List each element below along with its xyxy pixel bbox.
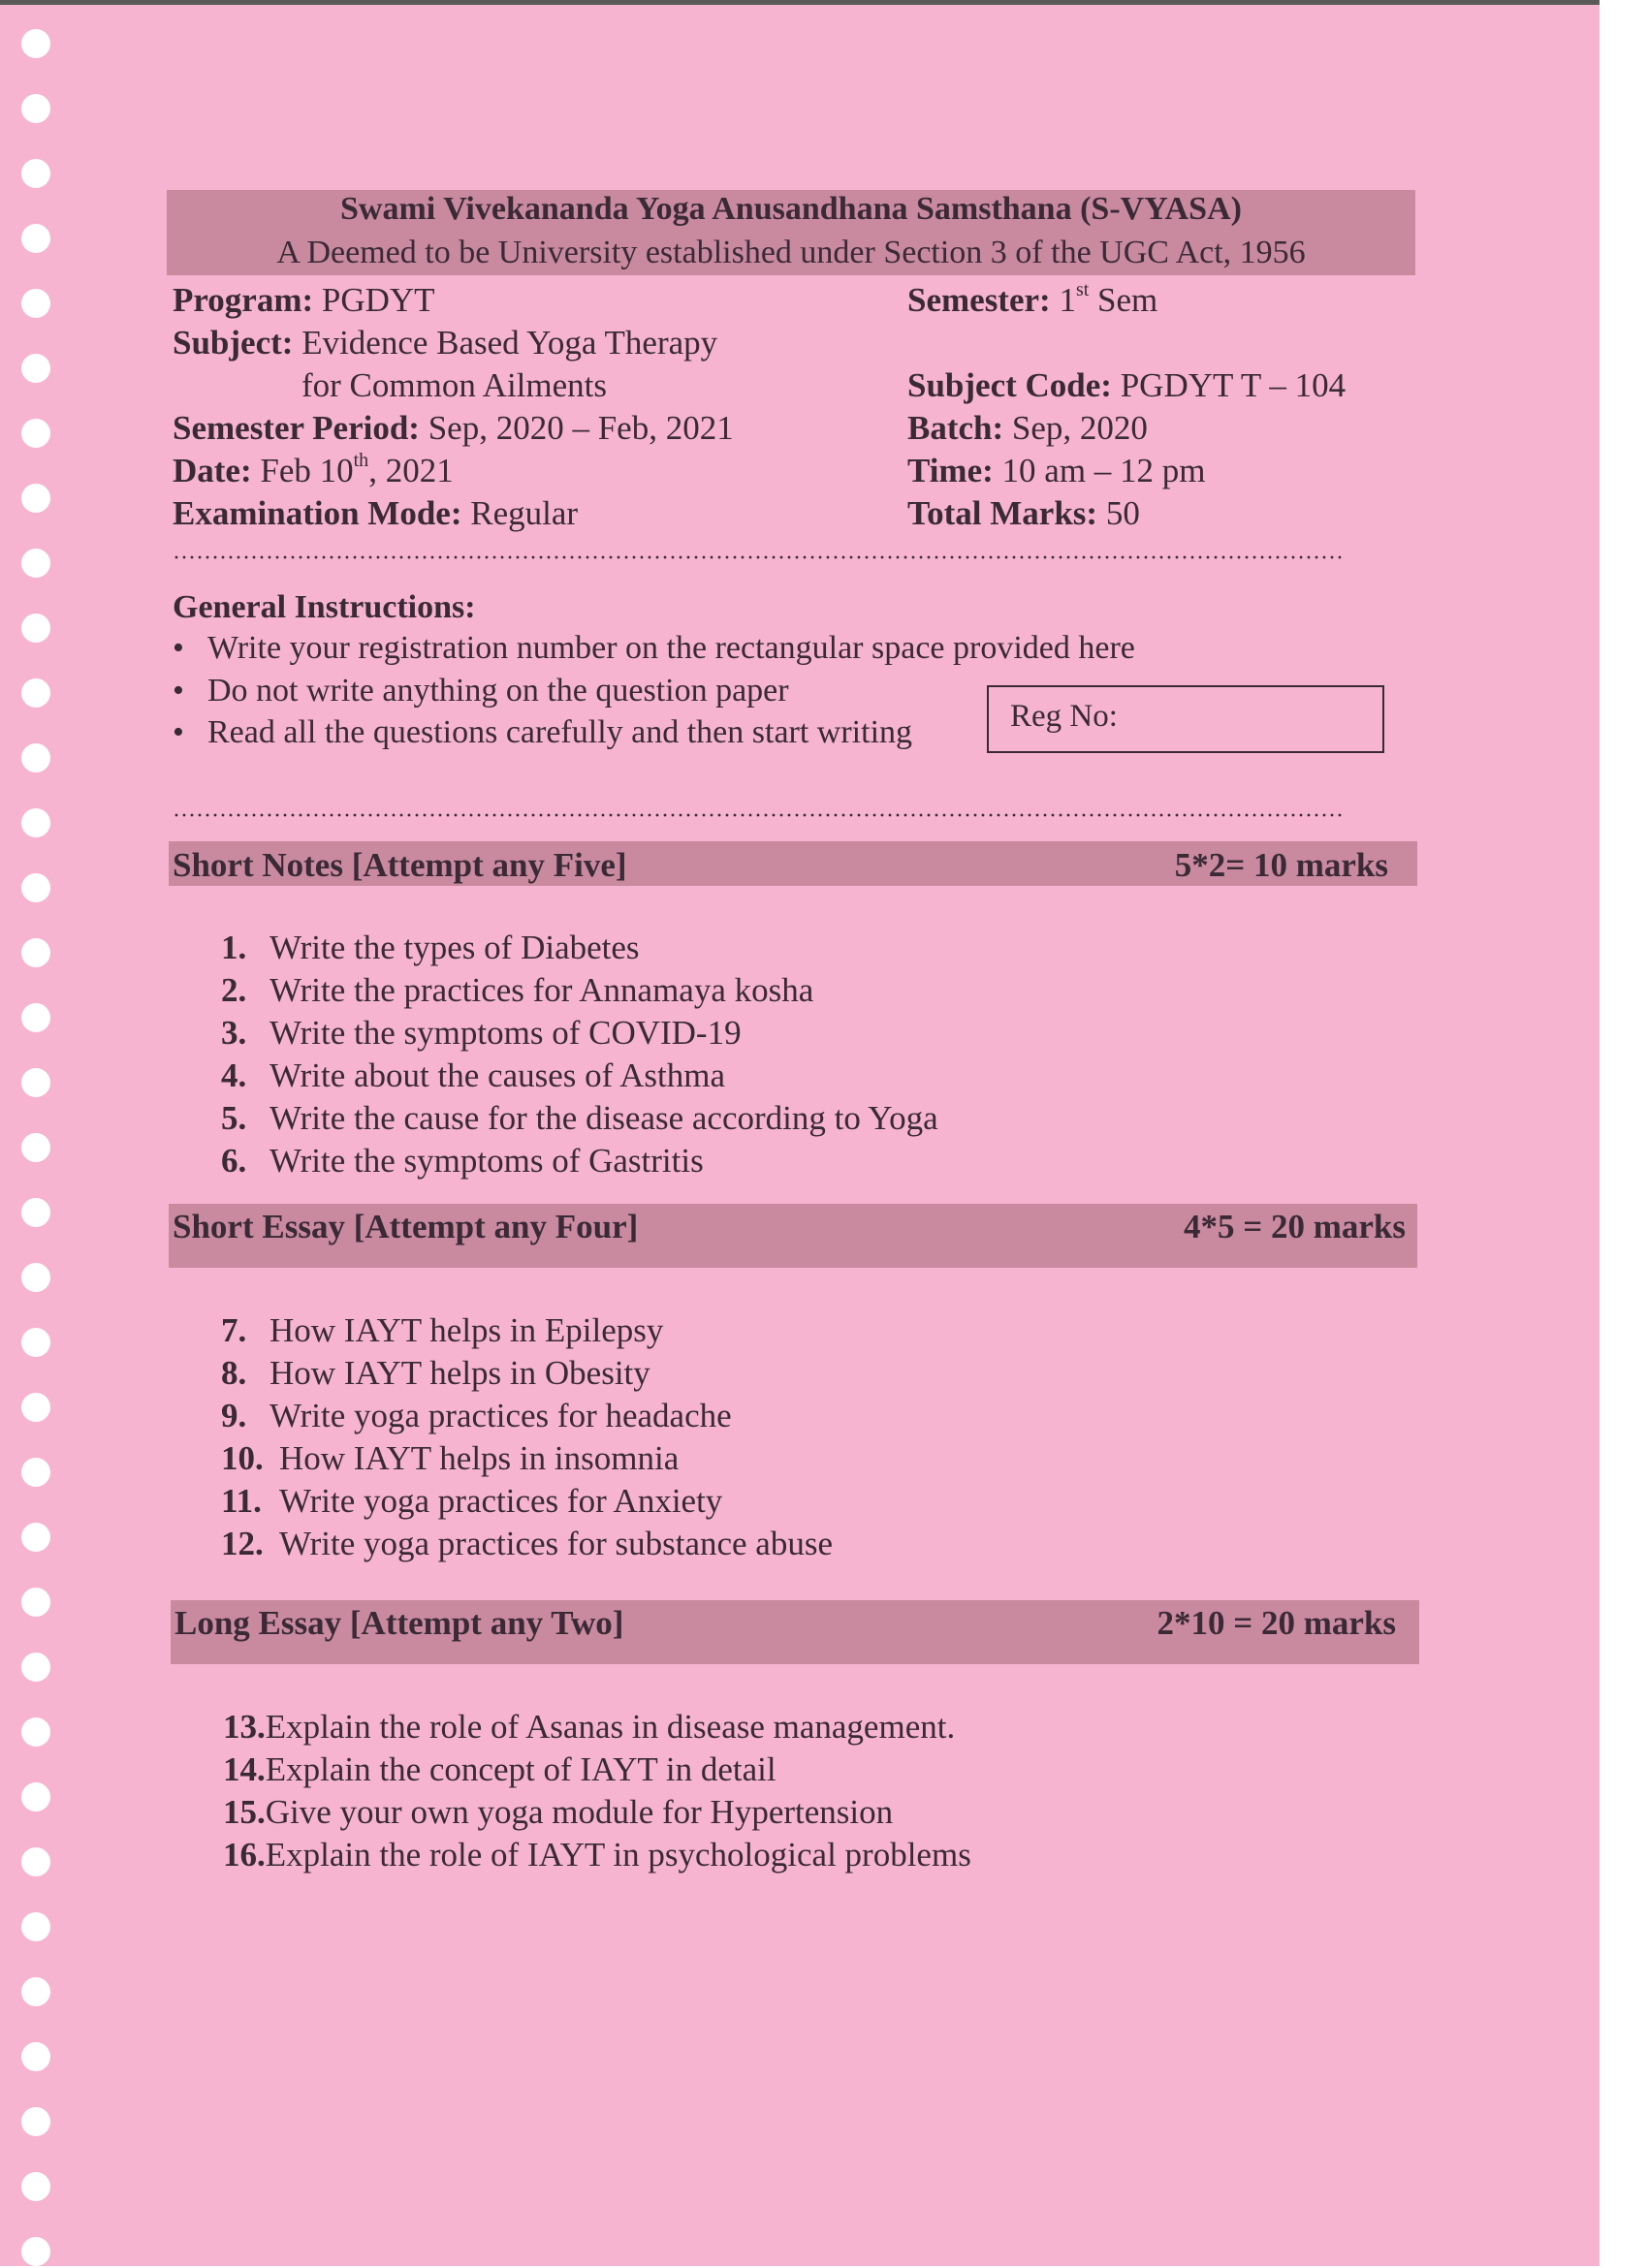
section-marks: 4*5 = 20 marks (1184, 1208, 1406, 1245)
section-title: Long Essay [Attempt any Two] (174, 1604, 624, 1642)
binder-hole (21, 1912, 50, 1941)
binder-hole (21, 1653, 50, 1682)
batch-value: Sep, 2020 (1011, 409, 1148, 447)
question-item (223, 1793, 893, 1832)
question-text: How IAYT helps in insomnia (279, 1439, 680, 1477)
bullet-icon: • (173, 673, 184, 709)
binder-hole (21, 743, 50, 772)
binder-hole (21, 614, 50, 643)
semester-period-field (173, 407, 734, 450)
subject-field (173, 322, 717, 364)
question-item (221, 1099, 938, 1138)
instruction-item (173, 714, 912, 751)
instruction-text: Write your registration number on the rectangular space provided here (207, 630, 1135, 666)
binder-hole (21, 419, 50, 448)
semester-period-label: Semester Period: (173, 409, 420, 447)
question-number: 1. (221, 929, 247, 966)
time-field (907, 450, 1206, 492)
question-number: 2. (221, 971, 247, 1009)
question-text: How IAYT helps in Obesity (269, 1354, 650, 1392)
binder-hole (21, 289, 50, 318)
question-item (221, 1397, 732, 1435)
binder-hole (21, 354, 50, 383)
question-item (221, 1482, 722, 1521)
instruction-item (173, 673, 789, 709)
institution-subtitle: A Deemed to be University established under Section 3 of the UGC Act, 1956 (276, 235, 1306, 270)
instruction-text: Read all the questions carefully and then start writing (207, 714, 913, 750)
binder-holes (21, 29, 56, 2268)
question-item (223, 1836, 971, 1874)
question-number: 8. (221, 1354, 247, 1392)
question-number: 13. (223, 1708, 266, 1746)
section-marks: 5*2= 10 marks (1174, 846, 1388, 884)
binder-hole (21, 94, 50, 123)
question-number: 10. (221, 1439, 264, 1477)
question-text: Explain the role of IAYT in psychological problems (265, 1836, 971, 1874)
semester-field (907, 279, 1157, 322)
question-number: 14. (223, 1750, 266, 1788)
subject-value-line1: Evidence Based Yoga Therapy (301, 324, 718, 362)
binder-hole (21, 159, 50, 188)
question-item (221, 929, 640, 967)
question-number: 3. (221, 1014, 247, 1052)
exam-mode-label: Examination Mode: (173, 494, 462, 532)
binder-hole (21, 1588, 50, 1617)
binder-hole (21, 1263, 50, 1292)
section-title: Short Essay [Attempt any Four] (173, 1208, 639, 1245)
subject-code-value: PGDYT T – 104 (1120, 366, 1347, 404)
binder-hole (21, 2172, 50, 2201)
binder-hole (21, 1458, 50, 1487)
binder-hole (21, 808, 50, 837)
binder-hole (21, 1523, 50, 1552)
section-marks: 2*10 = 20 marks (1157, 1604, 1396, 1642)
question-item (221, 1142, 704, 1181)
question-item (221, 1439, 679, 1478)
binder-hole (21, 1003, 50, 1032)
time-value: 10 am – 12 pm (1001, 452, 1206, 489)
question-text: How IAYT helps in Epilepsy (269, 1311, 664, 1349)
instruction-item (173, 630, 1135, 667)
binder-hole (21, 2237, 50, 2266)
question-number: 12. (221, 1525, 264, 1562)
bullet-icon: • (173, 714, 184, 750)
exam-mode-field (173, 492, 578, 535)
question-number: 7. (221, 1311, 247, 1349)
time-label: Time: (907, 452, 994, 489)
subject-code-field (907, 364, 1346, 407)
question-text: Explain the concept of IAYT in detail (265, 1750, 776, 1788)
semester-period-value: Sep, 2020 – Feb, 2021 (428, 409, 734, 447)
semester-superscript: st (1075, 279, 1090, 300)
question-number: 11. (221, 1482, 262, 1520)
binder-hole (21, 1847, 50, 1876)
binder-hole (21, 1328, 50, 1357)
program-label: Program: (173, 281, 314, 319)
question-item (223, 1750, 776, 1789)
total-marks-field (907, 492, 1140, 535)
question-text: Explain the role of Asanas in disease management. (265, 1708, 956, 1746)
program-field (173, 279, 435, 322)
binder-hole (21, 549, 50, 578)
semester-suffix: Sem (1097, 281, 1158, 319)
binder-hole (21, 678, 50, 708)
question-number: 16. (223, 1836, 266, 1874)
date-field (173, 450, 454, 492)
subject-value-line2: for Common Ailments (301, 366, 607, 404)
date-prefix: Feb 10 (260, 452, 354, 489)
date-suffix: , 2021 (368, 452, 454, 489)
batch-field (907, 407, 1148, 450)
subject-code-label: Subject Code: (907, 366, 1112, 404)
question-number: 5. (221, 1099, 247, 1137)
question-item (223, 1708, 955, 1747)
institution-name: Swami Vivekananda Yoga Anusandhana Samsthana (S-VYASA) (340, 191, 1242, 227)
binder-hole (21, 1717, 50, 1747)
reg-no-label: Reg No: (1010, 699, 1118, 734)
question-number: 15. (223, 1793, 266, 1831)
total-marks-value: 50 (1105, 494, 1140, 532)
dotted-divider (173, 812, 1346, 818)
question-number: 6. (221, 1142, 247, 1180)
question-item (221, 1354, 650, 1393)
question-text: Write about the causes of Asthma (269, 1056, 725, 1094)
binder-hole (21, 1133, 50, 1162)
question-text: Give your own yoga module for Hypertension (265, 1793, 894, 1831)
instructions-heading: General Instructions: (173, 589, 476, 625)
binder-hole (21, 224, 50, 253)
reg-no-box[interactable] (987, 685, 1384, 753)
question-text: Write yoga practices for substance abuse (279, 1525, 833, 1562)
semester-label: Semester: (907, 281, 1051, 319)
question-item (221, 1525, 833, 1563)
bullet-icon: • (173, 630, 184, 666)
section-title: Short Notes [Attempt any Five] (173, 846, 627, 884)
date-label: Date: (173, 452, 252, 489)
question-text: Write the symptoms of COVID-19 (269, 1014, 742, 1052)
top-edge (0, 0, 1600, 5)
question-item (221, 1056, 725, 1095)
semester-number: 1 (1059, 281, 1076, 319)
binder-hole (21, 29, 50, 58)
binder-hole (21, 1782, 50, 1811)
binder-hole (21, 873, 50, 902)
question-number: 4. (221, 1056, 247, 1094)
program-value: PGDYT (321, 281, 435, 319)
binder-hole (21, 484, 50, 513)
question-text: Write yoga practices for Anxiety (279, 1482, 723, 1520)
question-text: Write the cause for the disease according to Yoga (269, 1099, 938, 1137)
dotted-divider (173, 554, 1346, 560)
subject-label: Subject: (173, 324, 294, 362)
binder-hole (21, 1393, 50, 1422)
instruction-text: Do not write anything on the question paper (207, 673, 789, 709)
question-number: 9. (221, 1397, 247, 1434)
binder-hole (21, 938, 50, 967)
binder-hole (21, 1977, 50, 2006)
question-text: Write yoga practices for headache (269, 1397, 732, 1434)
batch-label: Batch: (907, 409, 1004, 447)
binder-hole (21, 2107, 50, 2136)
question-item (221, 971, 813, 1010)
question-text: Write the symptoms of Gastritis (269, 1142, 704, 1180)
binder-hole (21, 2042, 50, 2071)
question-item (221, 1311, 663, 1350)
date-superscript: th (353, 450, 369, 471)
binder-hole (21, 1198, 50, 1227)
question-text: Write the practices for Annamaya kosha (269, 971, 814, 1009)
binder-hole (21, 1068, 50, 1097)
total-marks-label: Total Marks: (907, 494, 1098, 532)
question-text: Write the types of Diabetes (269, 929, 640, 966)
exam-mode-value: Regular (470, 494, 579, 532)
question-item (221, 1014, 742, 1053)
